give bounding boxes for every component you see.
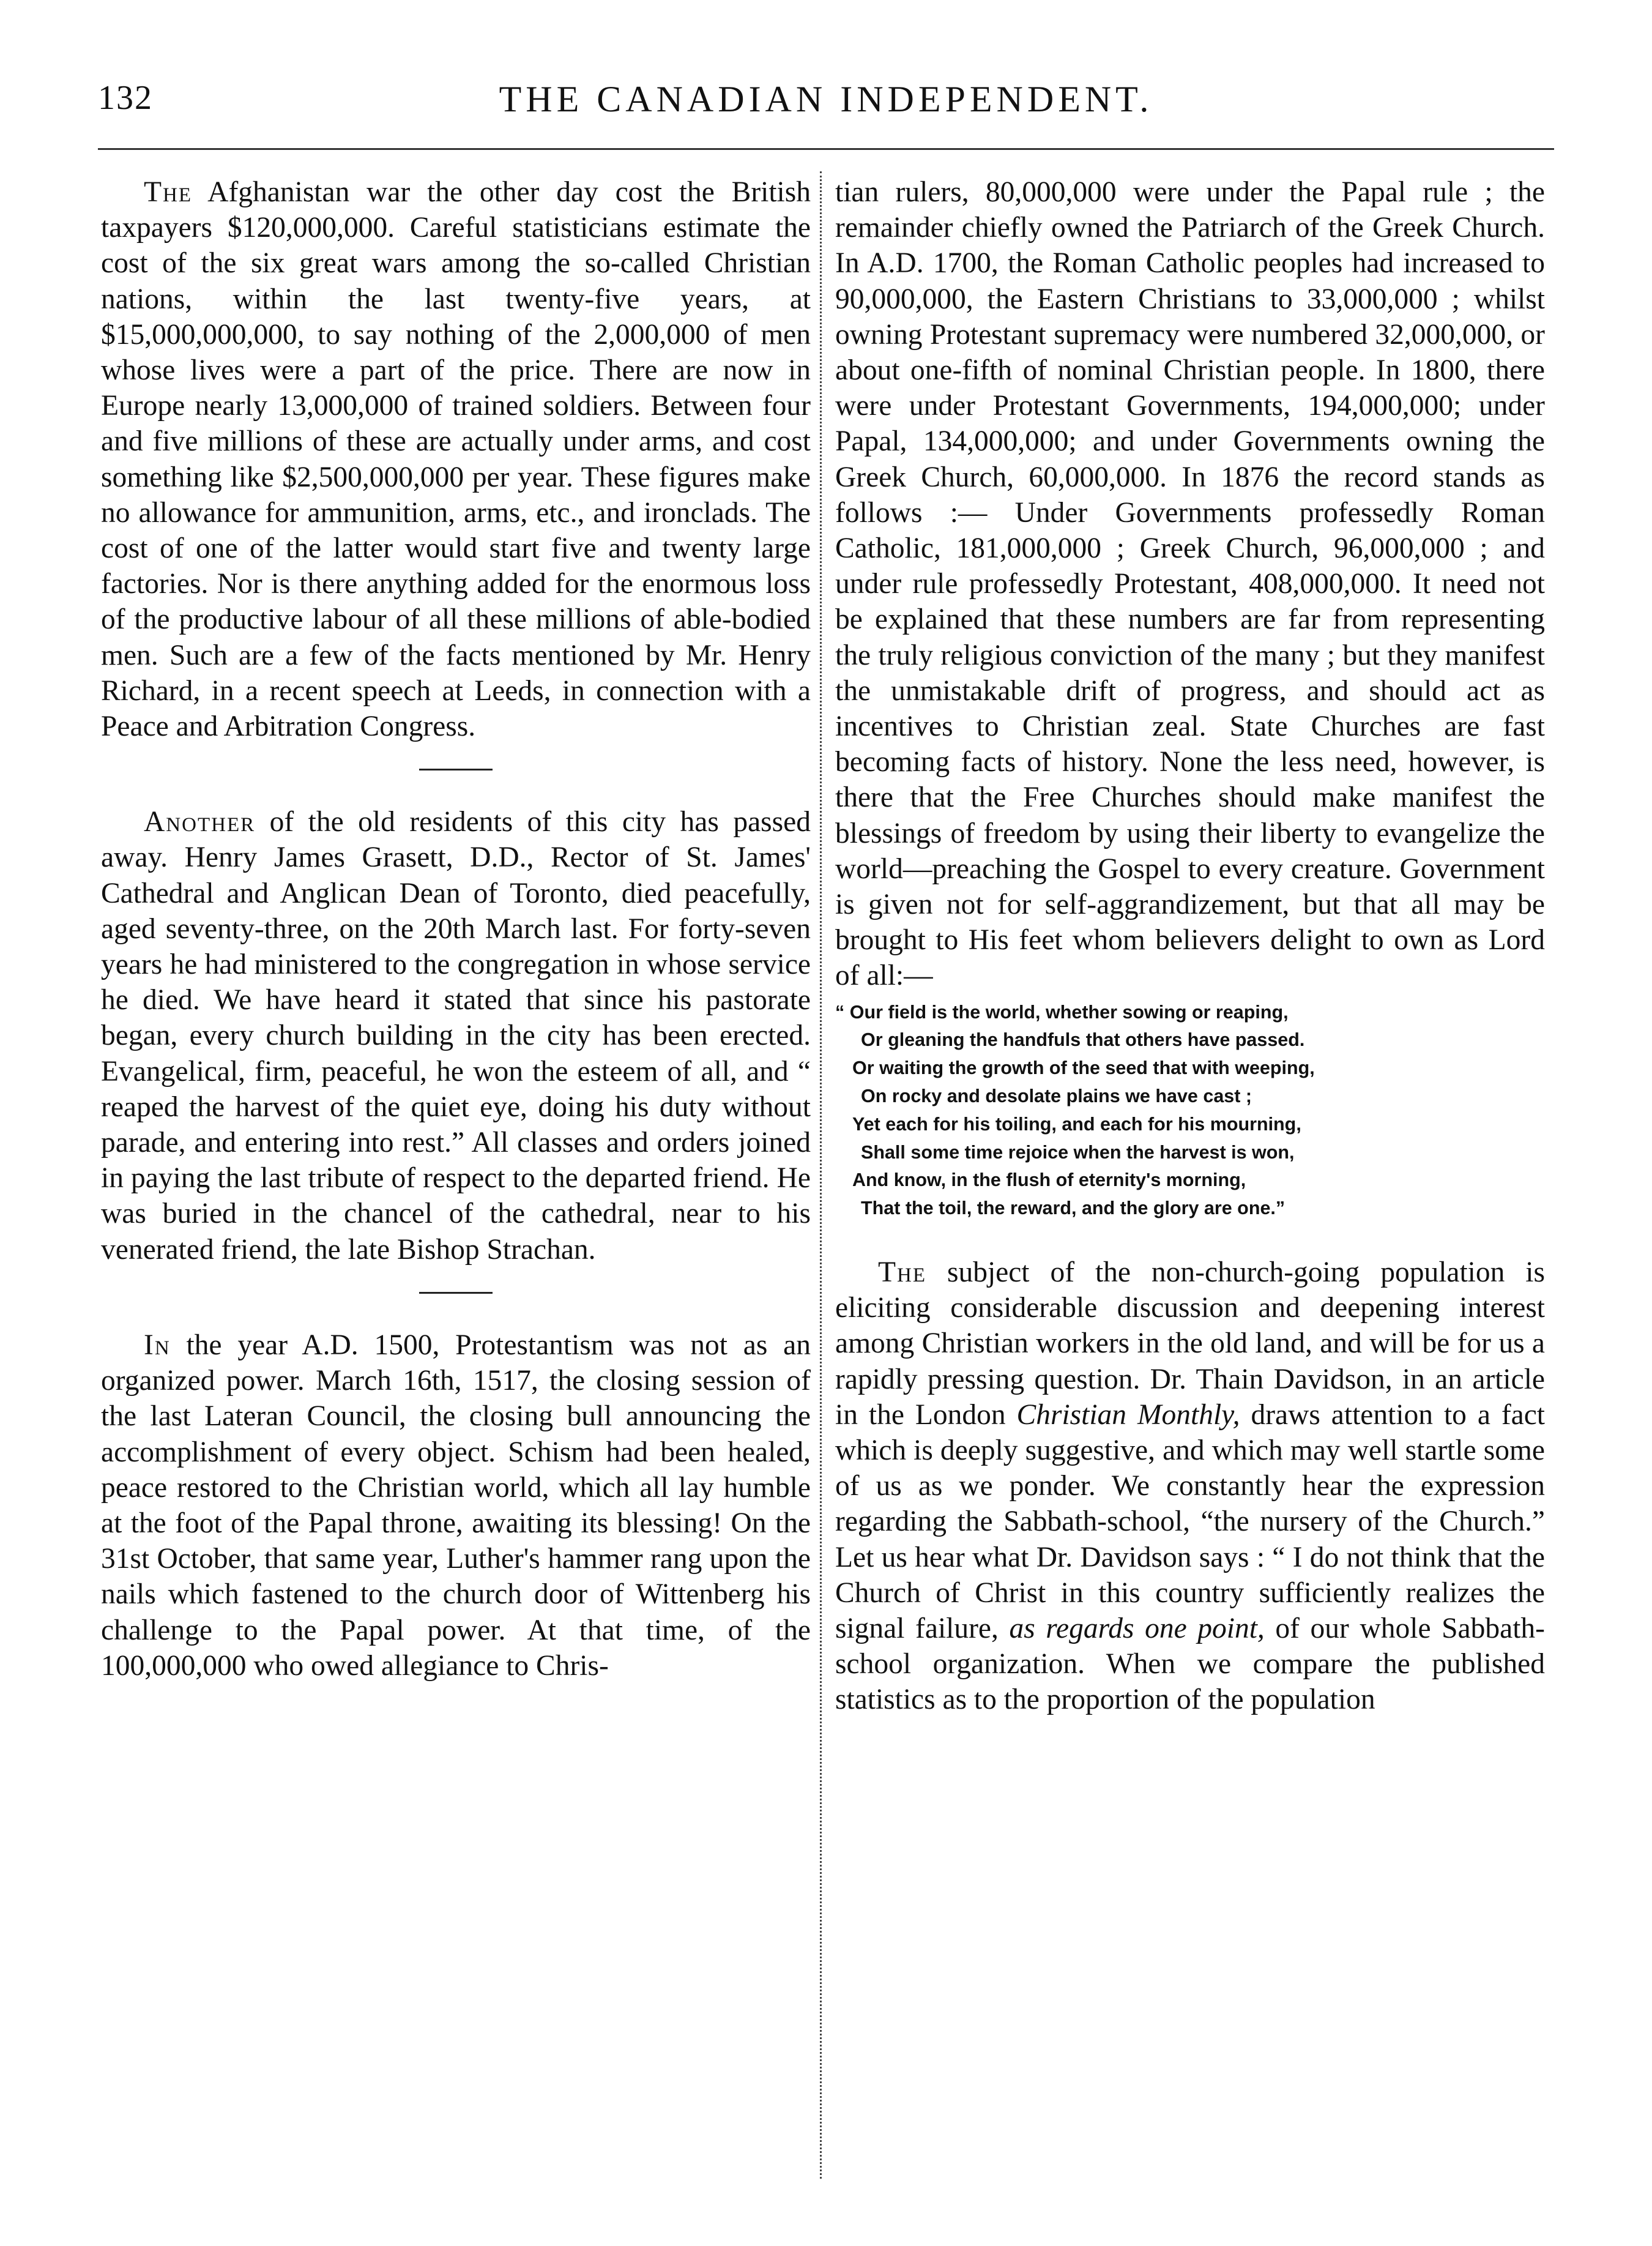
poem-line: Yet each for his toiling, and each for his mourning, — [852, 1113, 1301, 1135]
article-grasett-obituary — [101, 804, 811, 1267]
article-text: subject of the non-church-going population is eliciting considerable discussion and deepening interest among Christian workers in the old land, and will be for us a rapidly pressing question. Dr. Thain Davidson, in an article in the London — [835, 1256, 1545, 1431]
lead-word: The — [144, 176, 193, 208]
journal-title: THE CANADIAN INDEPENDENT. — [499, 79, 1153, 119]
poem-line: Or waiting the growth of the seed that with weeping, — [852, 1058, 1315, 1079]
page-number: 132 — [98, 79, 153, 117]
header-rule — [98, 148, 1554, 150]
poem-line: “ Our field is the world, whether sowing or reaping, — [835, 1001, 1289, 1023]
left-column — [101, 174, 811, 1684]
page-header — [98, 73, 1554, 129]
poem-line: Or gleaning the handfuls that others have passed. — [861, 1029, 1305, 1051]
article-protestantism — [101, 1327, 811, 1684]
poem-line: On rocky and desolate plains we have cast ; — [861, 1086, 1252, 1107]
article-text: Afghanistan war the other day cost the British taxpayers $120,000,000. Careful statisticians estimate the cost of the six great wars among the so-called Christian nations, within the last twenty-five years, at $15,000,000,000, to say nothing of the 2,000,000 of men whose lives were a part of the price. There are now in Europe nearly 13,000,000 of trained soldiers. Between four and five millions of these are actually under arms, and cost something like $2,500,000,000 per year. These figures make no allowance for ammunition, arms, etc., and ironclads. The cost of one of the latter would start five and twenty large factories. Nor is there anything added for the enormous loss of the productive labour of all these millions of able-bodied men. Such are a few of the facts mentioned by Mr. Henry Richard, in a recent speech at Leeds, in connection with a Peace and Arbitration Congress. — [101, 176, 811, 743]
article-afghanistan-war — [101, 174, 811, 744]
right-column — [835, 174, 1545, 1718]
poem-line: And know, in the flush of eternity's morning, — [852, 1170, 1246, 1191]
section-separator — [419, 769, 493, 770]
article-text: draws attention to a fact which is deeply suggestive, and which may well startle some of us as we ponder. We constantly hear the expression regarding the Sabbath-school, “the nursery of the Church.” Let us hear what Dr. Davidson says : “ I do not think that the Church of Christ in this country sufficiently realizes the signal failure, — [835, 1398, 1546, 1645]
column-divider — [820, 171, 822, 2179]
lead-word: The — [878, 1256, 927, 1289]
article-sabbath-school — [835, 1255, 1545, 1718]
article-text: the year A.D. 1500, Protestantism was not as an organized power. March 16th, 1517, the closing session of the last Lateran Council, the closing bull announcing the accomplishment of every object. Schism had been healed, peace restored to the Christian world, which all lay humble at the foot of the Papal throne, awaiting its blessing! On the 31st October, that same year, Luther's hammer rang upon the nails which fastened to the church door of Wittenberg his challenge to the Papal power. At that time, of the 100,000,000 who owed allegiance to Chris- — [101, 1329, 811, 1682]
poem-line: Shall some time rejoice when the harvest is won, — [861, 1141, 1295, 1163]
lead-word: Another — [144, 806, 256, 838]
magazine-title: Christian Monthly, — [1016, 1398, 1240, 1431]
article-text: of our whole Sabbath-school organization. When we compare the published statistics as to the proportion of the population — [835, 1613, 1545, 1716]
section-separator — [419, 1292, 493, 1294]
emphasis-text: as regards one point, — [1009, 1613, 1265, 1645]
poem-quotation — [835, 999, 1545, 1223]
poem-line: That the toil, the reward, and the glory are one.” — [861, 1198, 1286, 1219]
article-text: of the old residents of this city has passed away. Henry James Grasett, D.D., Rector of St. James' Cathedral and Anglican Dean of Toronto, died peacefully, aged seventy-three, on the 20th March last. For forty-seven years he had ministered to the congregation in whose service he died. We have heard it stated that since his pastorate began, every church building in the city has been erected. Evangelical, firm, peaceful, he won the esteem of all, and “ reaped the harvest of the quiet eye, doing his duty without parade, and entering into rest.” All classes and orders joined in paying the last tribute of respect to the departed friend. He was buried in the chancel of the cathedral, near to his venerated friend, the late Bishop Strachan. — [101, 806, 811, 1266]
lead-word: In — [144, 1329, 171, 1361]
article-protestantism-continued: tian rulers, 80,000,000 were under the Papal rule ; the remainder chiefly owned the Patriarch of the Greek Church. In A.D. 1700, the Roman Catholic peoples had increased to 90,000,000, the Eastern Christians to 33,000,000 ; whilst owning Protestant supremacy were numbered 32,000,000, or about one-fifth of nominal Christian people. In 1800, there were under Protestant Governments, 194,000,000; under Papal, 134,000,000; and under Governments owning the Greek Church, 60,000,000. In 1876 the record stands as follows :— Under Governments professedly Roman Catholic, 181,000,000 ; Greek Church, 96,000,000 ; and under rule professedly Protestant, 408,000,000. It need not be explained that these numbers are far from representing the truly religious conviction of the many ; but they manifest the unmistakable drift of progress, and should act as incentives to Christian zeal. State Churches are fast becoming facts of history. None the less need, however, is there that the Free Churches should make manifest the blessings of freedom by using their liberty to evangelize the world—preaching the Gospel to every creature. Government is given not for self-aggrandizement, but that all may be brought to His feet whom believers delight to own as Lord of all:— — [835, 176, 1545, 992]
